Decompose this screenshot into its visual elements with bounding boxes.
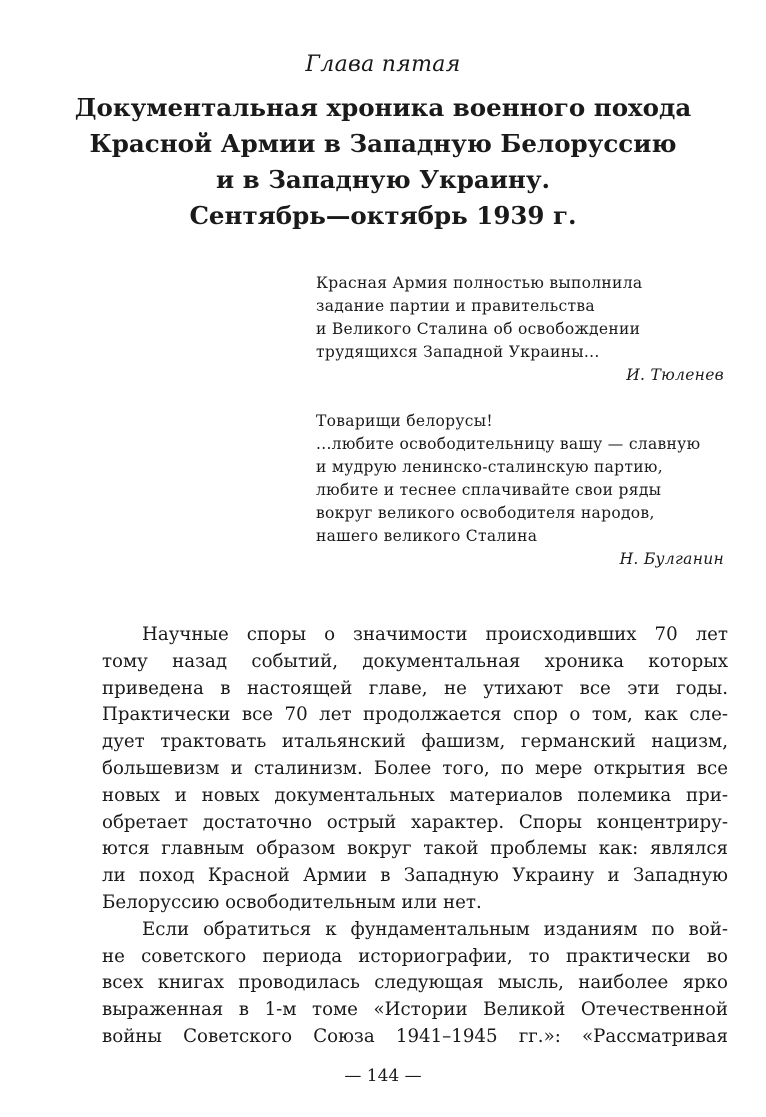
epigraph-line: Красная Армия полностью выполнила — [316, 274, 643, 292]
epigraph-line: любите и теснее сплачивайте свои ряды — [316, 481, 662, 499]
epigraph-line: Товарищи белорусы! — [316, 412, 493, 430]
epigraph-line: и Великого Сталина об освобождении — [316, 320, 641, 338]
text-line: ли поход Красной Армии в Западную Украину и Западную — [102, 865, 728, 887]
epigraph-bulganin — [316, 410, 736, 571]
chapter-title-line: и в Западную Украину. — [215, 165, 551, 194]
paragraph — [102, 917, 728, 1051]
text-line: большевизм и сталинизм. Более того, по мере открытия все — [102, 757, 728, 779]
page-number: — 144 — — [344, 1066, 422, 1086]
epigraph-line: нашего великого Сталина — [316, 527, 538, 545]
epigraph-author: И. Тюленев — [626, 366, 724, 384]
text-line: обретает достаточно острый характер. Споры концентриру- — [102, 811, 728, 833]
text-line: новых и новых документальных материалов полемика при- — [102, 784, 728, 806]
chapter-title-line: Сентябрь—октябрь 1939 г. — [189, 201, 577, 230]
body-text — [102, 622, 728, 1051]
text-line: дует трактовать итальянский фашизм, германский нацизм, — [102, 731, 728, 753]
text-line: приведена в настоящей главе, не утихают все эти годы. — [102, 677, 728, 699]
text-line: выраженная в 1-м томе «Истории Великой Отечественной — [102, 999, 728, 1021]
epigraph-line: вокруг великого освободителя народов, — [316, 504, 655, 522]
text-line: тому назад событий, документальная хроника которых — [102, 650, 728, 672]
paragraph — [102, 622, 728, 917]
text-line: Научные споры о значимости происходивших 70 лет — [142, 624, 728, 645]
text-line: всех книгах проводилась следующая мысль, наиболее ярко — [102, 972, 728, 994]
epigraph-tyulenev — [316, 272, 736, 387]
epigraph-line: трудящихся Западной Украины... — [316, 343, 600, 361]
epigraph-line: и мудрую ленинско-сталинскую партию, — [316, 458, 663, 476]
text-line: ются главным образом вокруг такой проблемы как: являлся — [102, 838, 728, 860]
text-line: Белоруссию освободительным или нет. — [102, 891, 482, 913]
text-line: не советского периода историографии, то практически во — [102, 945, 728, 967]
text-line: Практически все 70 лет продолжается спор о том, как сле- — [102, 704, 728, 726]
chapter-title — [60, 90, 706, 234]
epigraph-line: ...любите освободительницу вашу — славную — [316, 435, 701, 453]
chapter-label: Глава пятая — [305, 52, 461, 77]
chapter-title-line: Красной Армии в Западную Белоруссию — [89, 129, 677, 158]
text-line: войны Советского Союза 1941–1945 гг.»: «Рассматривая — [102, 1025, 728, 1047]
text-line: Если обратиться к фундаментальным изданиям по вой- — [142, 918, 728, 940]
epigraph-line: задание партии и правительства — [316, 297, 595, 315]
chapter-title-line: Документальная хроника военного похода — [74, 93, 692, 122]
epigraph-author: Н. Булганин — [619, 550, 724, 568]
